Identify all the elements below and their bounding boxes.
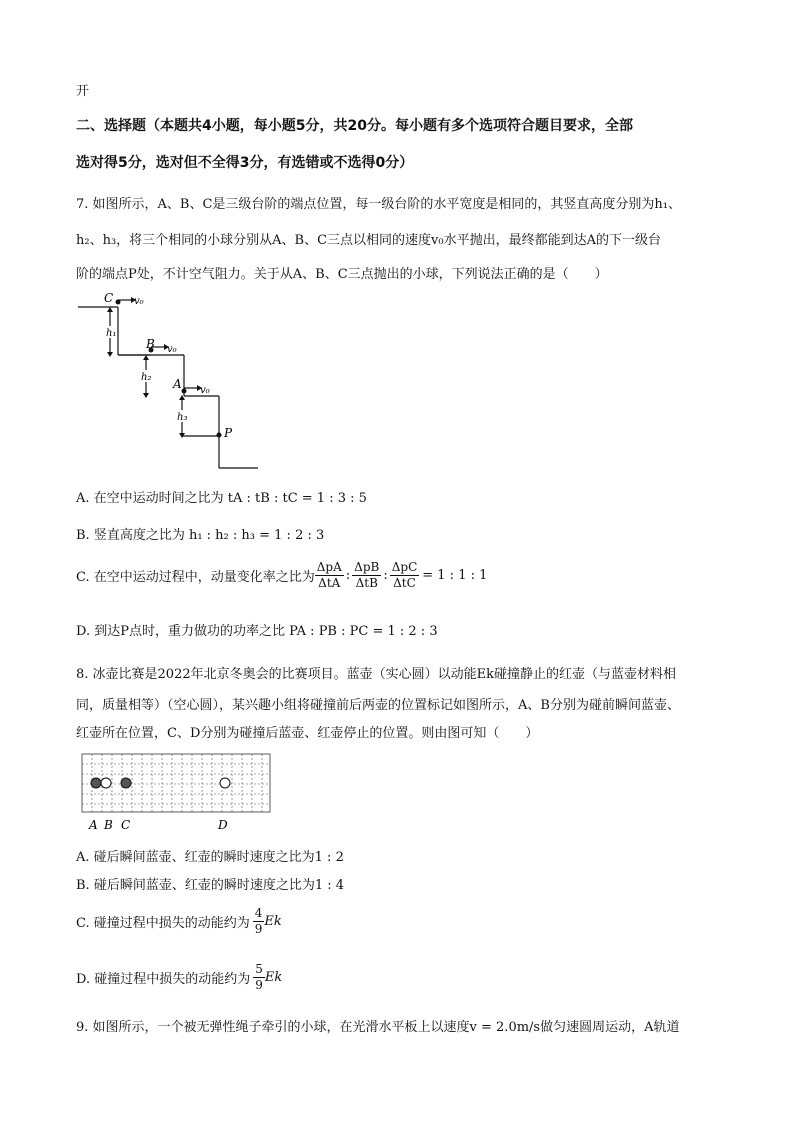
q8-option-d-unit: Ek — [264, 970, 283, 985]
q7-option-c-prefix: C. 在空中运动过程中，动量变化率之比为 — [76, 570, 315, 585]
q7-line1: 7. 如图所示，A、B、C是三级台阶的端点位置，每一级台阶的水平宽度是相同的，其竖直高度分别为h₁、 — [76, 197, 682, 212]
q7-label-a: A — [173, 377, 182, 391]
q7-frac-a-den: ΔtA — [318, 576, 341, 590]
q7-option-b: B. 竖直高度之比为 h₁ : h₂ : h₃ = 1 : 2 : 3 — [76, 528, 325, 543]
q7-label-c: C — [104, 291, 114, 305]
q7-frac-c-den: ΔtC — [393, 576, 416, 590]
blue-stone-c — [121, 778, 131, 788]
blue-stone-a — [91, 778, 101, 788]
q8-option-d-num: 5 — [255, 962, 263, 976]
q7-label-h2: h₂ — [141, 372, 152, 383]
q8-label-d: D — [218, 818, 228, 832]
q8-label-c: C — [121, 818, 131, 832]
q7-label-v0-c: v₀ — [134, 296, 144, 307]
section-heading-line2: 选对得5分，选对但不全得3分，有选错或不选得0分） — [76, 155, 414, 171]
q8-option-a: A. 碰后瞬间蓝壶、红壶的瞬时速度之比为1 : 2 — [76, 850, 344, 865]
q8-option-c-den: 9 — [254, 922, 263, 936]
q7-staircase-figure — [76, 290, 276, 475]
q7-label-b: B — [146, 337, 155, 351]
prev-fragment: 开 — [76, 84, 90, 99]
q7-label-h1: h₁ — [106, 328, 117, 339]
q7-option-c-frac-c — [390, 560, 420, 591]
q8-option-d-prefix: D. 碰撞过程中损失的动能约为 — [76, 972, 251, 987]
q8-curling-grid-figure — [80, 750, 280, 835]
q8-option-c-frac — [253, 906, 265, 937]
q8-line3: 红壶所在位置，C、D分别为碰撞后蓝壶、红壶停止的位置。则由图可知（ ） — [76, 726, 539, 741]
q7-option-c-suffix: = 1 : 1 : 1 — [422, 568, 488, 583]
q8-label-a: A — [89, 818, 98, 832]
q7-label-v0-b: v₀ — [167, 344, 177, 355]
q7-option-c-frac-a — [315, 560, 344, 591]
q7-label-v0-a: v₀ — [200, 385, 210, 396]
q8-option-d-frac — [253, 962, 265, 993]
red-stone-b — [101, 778, 111, 788]
q7-label-p: P — [224, 426, 233, 440]
q8-option-c-unit: Ek — [264, 914, 282, 929]
q7-option-a: A. 在空中运动时间之比为 tA : tB : tC = 1 : 3 : 5 — [76, 491, 367, 506]
q7-frac-b-num: ΔpB — [354, 560, 380, 574]
q8-label-b: B — [104, 818, 113, 832]
q7-label-h3: h₃ — [177, 412, 188, 423]
q7-frac-a-num: ΔpA — [316, 560, 342, 574]
q8-option-c-prefix: C. 碰撞过程中损失的动能约为 — [76, 916, 250, 931]
q8-line1: 8. 冰壶比赛是2022年北京冬奥会的比赛项目。蓝壶（实心圆）以动能Ek碰撞静止的红壶（与蓝壶材料相 — [76, 667, 676, 682]
q7-option-c: C. 在空中运动过程中，动量变化率之比为 $\frac{\text{ΔpA}}{\text{ΔtA}}$ : $\frac{\text{ΔpB}}{\text{ΔtB}}$ : $\frac{\text{ΔpC}}{\text{ΔtC}}$ = 1 : 1 : 1 — [76, 560, 488, 590]
q8-option-d-den: 9 — [255, 978, 263, 992]
q9-line1: 9. 如图所示，一个被无弹性绳子牵引的小球，在光滑水平板上以速度v = 2.0m/s做匀速圆周运动，A轨道 — [76, 1020, 680, 1035]
q7-line2: h₂、h₃，将三个相同的小球分别从A、B、C三点以相同的速度v₀水平抛出，最终都能到达A的下一级台 — [76, 233, 662, 248]
q7-line3: 阶的端点P处，不计空气阻力。关于从A、B、C三点抛出的小球，下列说法正确的是（ ） — [76, 267, 608, 282]
q7-option-d: D. 到达P点时，重力做功的功率之比 PA : PB : PC = 1 : 2 : 3 — [76, 624, 438, 639]
q7-frac-b-den: ΔtB — [355, 576, 378, 590]
section-heading-line1: 二、选择题（本题共4小题，每小题5分，共20分。每小题有多个选项符合题目要求，全部 — [76, 118, 633, 134]
q8-line2: 同，质量相等）（空心圆），某兴趣小组将碰撞前后两壶的位置标记如图所示，A、B分别为碰前瞬间蓝壶、 — [76, 698, 680, 713]
q7-frac-c-num: ΔpC — [391, 560, 418, 574]
red-stone-d — [220, 778, 230, 788]
q7-option-c-frac-b — [352, 560, 381, 591]
q8-option-c — [76, 906, 282, 937]
q8-option-d — [76, 962, 282, 993]
q8-option-c-num: 4 — [254, 906, 263, 920]
q8-option-b: B. 碰后瞬间蓝壶、红壶的瞬时速度之比为1 : 4 — [76, 878, 345, 893]
